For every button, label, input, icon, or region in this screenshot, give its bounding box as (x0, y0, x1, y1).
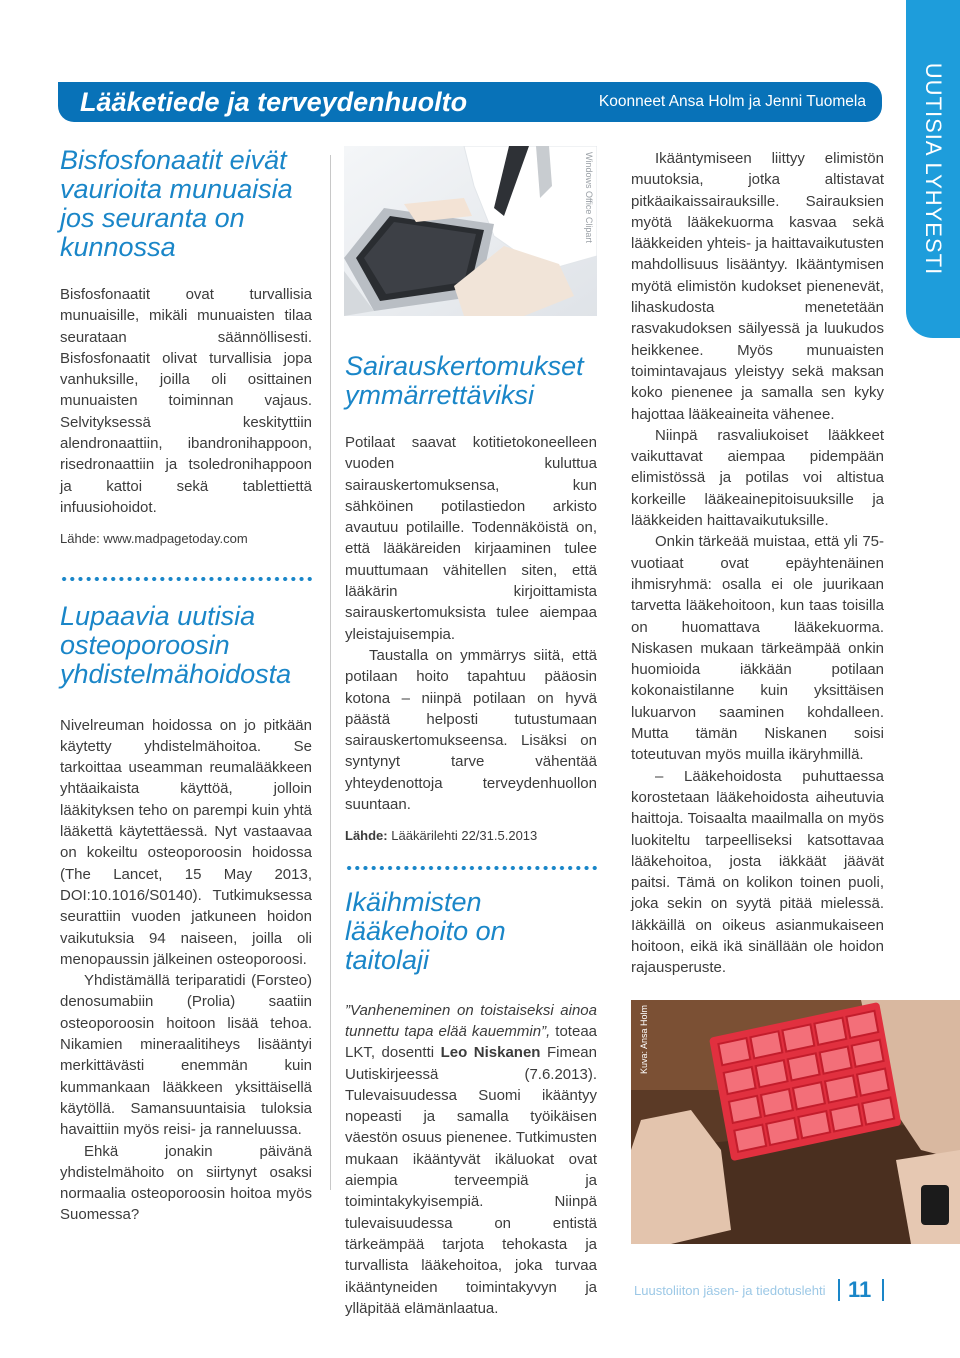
article-1-source: Lähde: www.madpagetoday.com (60, 531, 248, 547)
section-title: Lääketiede ja terveydenhuolto (80, 87, 468, 117)
column-divider (330, 155, 331, 1190)
article-2-paragraph-1: Nivelreuman hoidossa on jo pitkään käytetty yhdistelmähoitoa. Se tarkoittaa useamman reumalääkkeen yhtäaikaista käyttöä, jolloin lääkityksen teho on parempi kuin yhtä lääkettä käytettäessä. Nyt vastaavaa on kokeiltu osteoporoosin hoidossa (The Lancet, 15 May 2013, DOI:10.1016/S0140). Tutkimuksessa seurattiin vuoden jatkuneen hoidon vaikutuksia 94 naiseen, joilla oli menopaussin jälkeinen osteoporoosi. (60, 716, 312, 968)
article-4-body (345, 1000, 597, 1319)
article-3-source-label: Lähde: (345, 828, 388, 844)
article-3-paragraph-2: Taustalla on ymmärrys siitä, että potilaan hoito tapahtuu pääosin kotona – niinpä potilaan on hyvä päästä helposti tutustumaan sairauskertomukseensa. Lisäksi on syntynyt tarve vähentää yhteydenottoja terveydenhuollon suuntaan. (345, 646, 597, 814)
side-tab-label-box (906, 0, 960, 338)
laptop-photo-credit: Windows Office Clipart (584, 152, 594, 243)
article-2-paragraph-2: Yhdistämällä teriparatidi (Forsteo) denosumabiin (Prolia) saatiin osteoporoosin hoitoon lisää tehoa. Nikamien mineraalitiheys lisääntyi merkittävästi enemmän kuin kummankaan lääkkeen yksittäisellä käytöllä. Samansuuntaisia tuloksia havaittiin myös reisi- ja ranneluussa. (60, 972, 312, 1139)
pill-box-illustration (631, 1000, 960, 1244)
footer-bar-right (882, 1279, 884, 1301)
footer-publication: Luustoliiton jäsen- ja tiedotuslehti (634, 1283, 826, 1298)
article-3-paragraph-1: Potilaat saavat kotitietokoneelleen vuoden kuluttua sairauskertomuksensa, kun sähköinen potilastiedon arkisto avautuu potilaille. Todennäköistä on, että lääkäreiden kirjaaminen tulee muuttumaan vähitellen siten, että lääkärin kirjoittamista sairauskertomuksista tulee aiempaa yleistajuisempia. (345, 434, 597, 643)
article-3-source (345, 825, 597, 846)
authors: Koonneet Ansa Holm ja Jenni Tuomela (598, 93, 866, 110)
article-3-title: Sairauskertomukset ymmärrettäviksi (345, 351, 584, 410)
article-4-intro: toteaa LKT, dosentti (345, 1022, 598, 1062)
column-1 (60, 146, 312, 1226)
article-4-paragraph-3: Onkin tärkeää muistaa, että yli 75-vuotiaat ovat epäyhtenäinen ihmisryhmä: osalla ei ole juurikaan tarvetta lääkehoitoon, kun taas toisilla on huomattava lääkekuorma. Niskasen mukaan tärkeämpää onkin huomioida iäkkään potilaan kokonaistilanne kuin yksittäisen lukuarvon saaminen kohdalleen. Mutta tämän Niskanen soisi toteutuvan myös muilla ikäryhmillä. (631, 533, 884, 764)
article-2-paragraph-3: Ehkä jonakin päivänä yhdistelmähoito on siirtynyt osaksi normaalia osteoporoosin hoitoa myös Suomessa? (60, 1142, 312, 1224)
article-4-paragraph-1: Ikääntymiseen liittyy elimistön muutoksia, jotka altistavat pitkäaikaissairauksille. Sairauksien myötä lääkekuorma kasvaa sekä lääkkeiden yhteis- ja haittavaikutusten mahdollisuus lisääntyy. Ikääntymisen myötä elimistön kudokset pienenevät, lihaskudosta menetetään rasvakudoksen säilyessä ja luukudos heikkenee. Myös munuaisten toimintavajaus yleistyy sekä maksan koko pienenee ja samalla sen kyky hajottaa lääkeaineita vähenee. (631, 150, 884, 423)
article-4-paragraph-2: Niinpä rasvaliukoiset lääkkeet vaikuttavat aiempaa pidempään elimistössä ja potilas voi altistua korkeille lääkeainepitoisuuksille ja lääkkeiden haittavaikutuksille. (631, 426, 884, 530)
article-3-source-text: Lääkärilehti 22/31.5.2013 (391, 828, 538, 844)
column-3 (631, 148, 884, 979)
column-2 (345, 352, 597, 1319)
pill-box-photo-credit: Kuva: Ansa Holm (639, 1004, 649, 1074)
footer-bar-left (838, 1279, 840, 1301)
side-tab-label: UUTISIA LYHYESTI (921, 62, 946, 276)
article-4-text: Fimean Uutiskirjeessä (7.6.2013). Tulevaisuudessa Suomi ikääntyy nopeasti ja samalla työikäisen väestön osuus pienenee. Tutkimusten mukaan ikääntyvät ikäluokat ovat aiempia terveempiä ja toimintakykyisempiä. Niinpä tulevaisuudessa on entistä tärkeämpää tarjota tehokasta ja turvallista lääkehoitoa, joka turvaa ikääntyneiden toimintakyvyn ja ylläpitää elämänlaatua. (345, 1044, 597, 1317)
laptop-illustration (344, 146, 597, 316)
pill-box-photo (631, 1000, 960, 1244)
article-2-title: Lupaavia uutisia osteoporoosin yhdistelmähoidosta (60, 600, 292, 689)
divider-dots (60, 576, 312, 582)
article-1-title: Bisfosfonaatit eivät vaurioita munuaisia jos seuranta on kunnossa (60, 145, 293, 262)
divider-dots (345, 865, 597, 871)
article-1-body: Bisfosfonaatit ovat turvallisia munuaisille, mikäli munuaisten tilaa seurataan säännöllisesti. Bisfosfonaatit olivat turvallisia jopa vanhuksille, joilla oli osittainen munuaisten toiminnan vajaus. Selvityksessä keskityttiin alendronaattiin, ibandronihappoon, risedronaattiin ja tsoledronihappoon ja kattoi sekä tablettiettä infuusiohoidot. (60, 286, 312, 516)
article-4-name: Leo Niskanen (440, 1044, 541, 1062)
laptop-photo (344, 146, 597, 316)
article-4-quote: ”Vanheneminen on toistaiseksi ainoa tunnettu tapa elää kauemmin”, (345, 1001, 597, 1040)
article-4-paragraph-4: – Lääkehoidosta puhuttaessa korostetaan lääkehoidosta aiheutuvia haittoja. Toisaalta maailmalla on myös luokiteltu tarpeelliseksi katsottavaa lääkehoitoa, josta iäkkäät jäävät paitsi. Tämä on kolikon toinen puoli, joka sekin on syytä pitää mielessä. Iäkkäillä on oikeus asianmukaiseen hoitoon, eikä ikä sinällään ole hoidon rajausperuste. (631, 767, 884, 977)
page-number: 11 (848, 1277, 872, 1302)
article-4-title: Ikäihmisten lääkehoito on taitolaji (345, 886, 506, 975)
